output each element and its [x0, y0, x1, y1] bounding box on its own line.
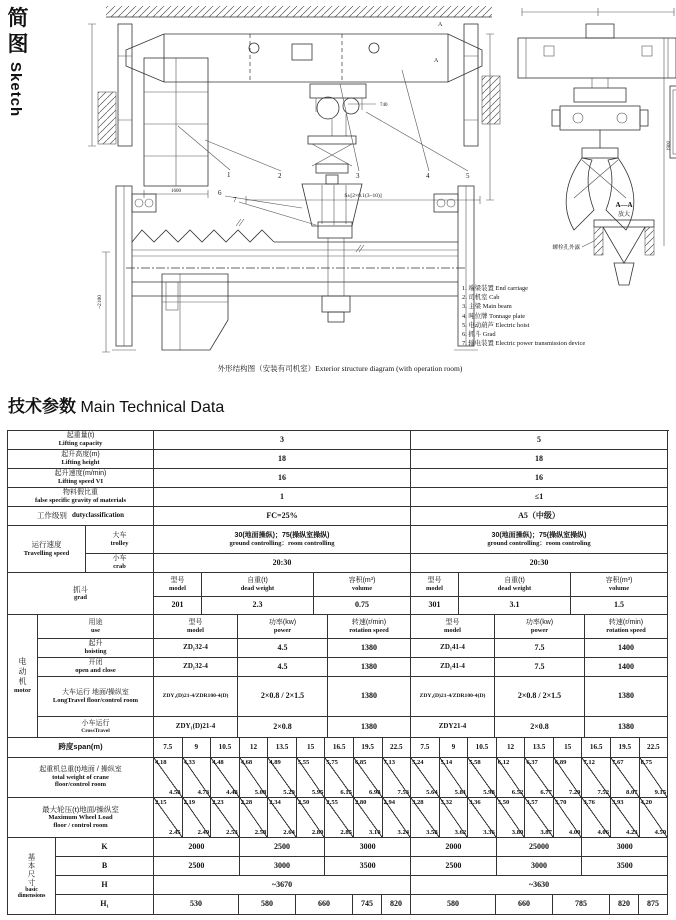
label-zh: 抓斗: [73, 584, 88, 594]
dim-B-value: 3500: [582, 857, 668, 876]
label-en: rotation speed: [606, 626, 646, 634]
label-zh: 最大轮压(t)地面/操纵室: [42, 805, 119, 815]
wheel-cell: 3.28 3.58: [412, 799, 438, 836]
label-en: dimensions: [17, 893, 46, 899]
heading-zh: 技术参数: [8, 397, 76, 416]
span-value: 12: [240, 738, 269, 758]
table-row: [8, 488, 669, 507]
bolt-note: 螺栓孔外露: [552, 245, 580, 251]
label-zh: 大车运行 地面/操纵室: [62, 688, 129, 696]
label-en: model: [426, 584, 443, 592]
label-en: trolley: [110, 539, 129, 547]
weight-cell: 8.75 9.15: [640, 759, 667, 796]
span-value: 13.5: [525, 738, 554, 758]
dim-label-H1: H₁: [56, 895, 154, 915]
label-zh: 起重量(t): [66, 432, 95, 440]
dim-span-note: S±[2×0.1(3~10)]: [344, 193, 382, 199]
label-zh: 起重机总重(t)地面 / 操纵室: [39, 766, 122, 774]
weight-cell: 4.18 4.58: [155, 759, 181, 796]
total-weight-row: [8, 758, 669, 798]
label-zh: 转速(r/min): [608, 618, 644, 626]
label-en: model: [169, 584, 186, 592]
wheel-cell: 2.80 3.10: [354, 799, 381, 836]
label-en: Lifting capacity: [58, 440, 103, 448]
dim-H1-value: 660: [296, 895, 353, 915]
span-value: 9: [183, 738, 212, 758]
group-label-motor: [8, 615, 38, 738]
grab-header-model: [154, 573, 202, 597]
dim-K-value: 3000: [582, 838, 668, 857]
grab-header-model: [411, 573, 459, 597]
grab-value: 301: [411, 597, 459, 615]
label-en: use: [90, 626, 101, 634]
wheel-label: [8, 798, 154, 838]
label-zh: 大车: [112, 531, 127, 539]
motor-value: 1400: [585, 639, 668, 658]
label-zh: 物料假比重: [63, 489, 98, 497]
grab-header-weight: [459, 573, 571, 597]
label-zh: 自重(t): [504, 576, 525, 584]
wheel-cell: 2.50 2.80: [297, 799, 324, 836]
motor-value: 4.5: [238, 639, 328, 658]
grab-header-volume: [571, 573, 668, 597]
motor-value: ZDY₁(D)21-4: [154, 717, 238, 738]
motor-value: ZDY21-4: [411, 717, 495, 738]
label-zh: 转速(r/min): [351, 618, 387, 626]
weight-cell: 6.89 7.29: [554, 759, 581, 796]
value-5t: 16: [411, 469, 668, 488]
travelling-speed-group: [8, 526, 669, 573]
dim-H-value: ~3630: [411, 876, 668, 895]
grab-value: 3.1: [459, 597, 571, 615]
lower-elevation-view: [102, 186, 478, 352]
label-en: crab: [113, 563, 126, 571]
motor-value: 1380: [328, 717, 411, 738]
sketch-title-en: Sketch: [7, 62, 24, 118]
label-zh: 电动机: [18, 657, 27, 688]
weight-cell: 7.13 7.53: [383, 759, 410, 796]
label-zh: 型号: [170, 576, 185, 584]
section-aa-detail: [582, 220, 654, 285]
value-3t: 18: [154, 450, 411, 469]
weight-cell: 5.14 5.81: [440, 759, 467, 796]
weight-cell: 6.85 6.98: [354, 759, 381, 796]
motor-value: 1380: [328, 677, 411, 717]
label-en: total weight of crane: [52, 774, 109, 782]
label-en: CrossTravel: [81, 727, 110, 734]
motor-value: 7.5: [495, 639, 585, 658]
dim-2100: ~2100: [97, 295, 103, 309]
motor-header-power: [238, 615, 328, 639]
row-label: [8, 431, 154, 450]
grab-group: [8, 573, 669, 615]
label-en: floor/control room: [54, 781, 107, 789]
label-en: motor: [14, 687, 31, 695]
label-en: model: [444, 626, 461, 634]
dim-K-value: 2000: [411, 838, 497, 857]
label-en: basic: [25, 886, 38, 893]
dim-H1-value: 820: [610, 895, 639, 915]
motor-use-crosstravel: [38, 717, 154, 738]
table-row: [8, 450, 669, 469]
dim-1600: 1600: [171, 189, 181, 194]
dim-B-value: 2500: [411, 857, 497, 876]
dim-1900: 1900: [667, 141, 672, 151]
trolley-value-3t: [154, 526, 411, 554]
wheel-cell: 3.76 4.06: [583, 799, 609, 836]
label: 跨度span(m): [58, 742, 103, 752]
dim-K-value: 2500: [240, 838, 326, 857]
wheel-load-row: [8, 798, 669, 838]
dim-K-value: 25000: [497, 838, 583, 857]
section-marker-a: A: [438, 22, 443, 28]
label-en: rotation speed: [349, 626, 389, 634]
value-5t: ≤1: [411, 488, 668, 507]
dim-H1-value: 875: [639, 895, 668, 915]
value-3t: FC=25%: [154, 507, 411, 526]
motor-value: 7.5: [495, 658, 585, 677]
weight-cell: 4.48 4.48: [212, 759, 238, 796]
legend-item: 5. 电动葫芦 Electric hoist: [462, 321, 530, 329]
label-zh: 小车运行: [81, 720, 110, 727]
aa-zoom-label: 放大: [617, 212, 631, 218]
legend-item: 4. 吨位牌 Tonnage plate: [462, 312, 526, 320]
label-en: volume: [351, 584, 373, 592]
motor-header-use: [38, 615, 154, 639]
dim-label-K: K: [56, 838, 154, 857]
part-number: 3: [356, 172, 360, 180]
motor-value: 1380: [585, 717, 668, 738]
value-en: ground controlling：room controling: [487, 539, 591, 547]
span-label: [8, 738, 154, 758]
motor-value: ZD₁32-4: [154, 639, 238, 658]
value-5t: A5（中级）: [411, 507, 668, 526]
legend-item: 6. 抓斗 Grad: [462, 331, 496, 339]
motor-header-speed: [328, 615, 411, 639]
legend-item: 2. 司机室 Cab: [462, 294, 500, 302]
wheel-cell: 2.15 2.45: [155, 799, 181, 836]
value-zh: 30(地面操纵)；75(操纵室操纵): [491, 531, 587, 539]
label-en: grad: [74, 594, 87, 602]
label-zh: 运行速度: [31, 540, 62, 550]
label-en: dead weight: [497, 584, 532, 592]
label-en: LongTravel floor/control room: [52, 696, 139, 704]
row-label: [8, 450, 154, 469]
span-value: 15: [297, 738, 326, 758]
value-5t: 5: [411, 431, 668, 450]
wheel-cell: 2.34 2.64: [269, 799, 295, 836]
grab-value: 201: [154, 597, 202, 615]
label-zh: 工作级别: [36, 510, 67, 520]
technical-data-table: [7, 430, 669, 915]
row-label: [8, 469, 154, 488]
grab-header-volume: [314, 573, 411, 597]
sub-label-crab: [86, 554, 154, 573]
part-number: 6: [218, 189, 222, 197]
dim-H1-value: 580: [239, 895, 296, 915]
wheel-cell: 4.20 4.50: [640, 799, 667, 836]
wheel-cell: 3.93 4.23: [612, 799, 638, 836]
span-value: 16.5: [325, 738, 354, 758]
label-en: dutyclassification: [71, 511, 125, 520]
legend-item: 3. 主梁 Main beam: [462, 303, 512, 311]
trolley-value-5t: [411, 526, 668, 554]
dim-K-value: 2000: [154, 838, 240, 857]
dim-B-value: 3000: [497, 857, 583, 876]
label-zh: 自重(t): [247, 576, 268, 584]
label-en: open and close: [75, 667, 116, 675]
dim-B-value: 3000: [240, 857, 326, 876]
grab-value: 1.5: [571, 597, 668, 615]
part-number: 5: [466, 172, 470, 180]
basic-dimensions-group: [8, 838, 669, 915]
wheel-cell: 2.55 2.85: [326, 799, 352, 836]
crab-value-5t: 20:30: [411, 554, 668, 573]
dim-H-value: ~3670: [154, 876, 411, 895]
span-value: 13.5: [268, 738, 297, 758]
table-row: [8, 431, 669, 450]
label-zh: 型号: [445, 618, 460, 626]
wheel-cell: 2.28 2.58: [240, 799, 267, 836]
motor-value: 2×0.8 / 2×1.5: [238, 677, 328, 717]
crab-value-3t: 20:30: [154, 554, 411, 573]
label-en: Travelling speed: [23, 549, 70, 557]
dim-H1-value: 580: [411, 895, 496, 915]
motor-value: 2×0.8: [495, 717, 585, 738]
weight-cell: 7.67 8.07: [612, 759, 638, 796]
dim-H1-value: 820: [382, 895, 411, 915]
label-zh: 小车: [112, 555, 127, 563]
label-zh: 用途: [88, 618, 103, 626]
value-3t: 1: [154, 488, 411, 507]
part-number: 2: [278, 172, 282, 180]
motor-value: 1380: [328, 639, 411, 658]
label-zh: 起升: [88, 640, 103, 648]
legend-item: 1. 端梁装置 End carriage: [462, 285, 529, 292]
span-value: 10.5: [211, 738, 240, 758]
aa-section-label: A—A: [615, 201, 633, 209]
value-3t: 16: [154, 469, 411, 488]
label-zh: 容积(m³): [605, 576, 633, 584]
label-zh: 基本尺寸: [27, 852, 36, 887]
motor-value: 2×0.8: [238, 717, 328, 738]
motor-value: 2×0.8 / 2×1.5: [495, 677, 585, 717]
span-value: 22.5: [383, 738, 412, 758]
motor-use-longtravel: [38, 677, 154, 717]
label-en: dead weight: [240, 584, 275, 592]
part-number: 7: [233, 196, 237, 204]
label-en: power: [530, 626, 549, 634]
weight-cell: 5.75 6.15: [326, 759, 352, 796]
motor-header-model: [154, 615, 238, 639]
motor-value: 4.5: [238, 658, 328, 677]
label-en: volume: [608, 584, 630, 592]
dim-H1-value: 530: [154, 895, 239, 915]
label-en: model: [187, 626, 204, 634]
motor-header-model: [411, 615, 495, 639]
wheel-cell: 3.32 3.62: [440, 799, 467, 836]
label-en: Maximum Wheel Load: [48, 814, 113, 822]
table-row: [8, 507, 669, 526]
value-zh: 30(地面操纵)；75(操纵室操纵): [234, 531, 330, 539]
motor-header-speed: [585, 615, 668, 639]
dim-label-H: H: [56, 876, 154, 895]
label-en: false specific gravity of materials: [35, 497, 126, 505]
wheel-cell: 2.23 2.53: [212, 799, 238, 836]
motor-group: [8, 615, 669, 738]
span-value: 22.5: [640, 738, 669, 758]
sub-label-trolley: [86, 526, 154, 554]
section-marker-a: A: [434, 58, 439, 64]
label-en: floor / control room: [53, 821, 108, 829]
dim-H1-value: 785: [553, 895, 610, 915]
motor-value: ZD₁41-4: [411, 639, 495, 658]
part-number: 1: [227, 171, 231, 179]
label-en: Lifting height: [61, 459, 100, 467]
weight-cell: 5.24 5.64: [412, 759, 438, 796]
span-row: [8, 738, 669, 758]
row-label: [8, 507, 154, 526]
dim-H1-value: 745: [353, 895, 382, 915]
weight-cell: 6.12 6.52: [497, 759, 524, 796]
span-value: 7.5: [411, 738, 440, 758]
motor-use-openclose: [38, 658, 154, 677]
span-value: 16.5: [582, 738, 611, 758]
dim-B-value: 2500: [154, 857, 240, 876]
motor-value: ZD₁32-4: [154, 658, 238, 677]
span-value: 9: [440, 738, 469, 758]
dim-740: 740: [380, 103, 388, 108]
grab-header-weight: [202, 573, 314, 597]
weight-cell: 7.12 7.52: [583, 759, 609, 796]
label-zh: 型号: [427, 576, 442, 584]
wheel-cell: 2.94 3.24: [383, 799, 410, 836]
legend-item: 7. 输电装置 Electric power transmission device: [462, 340, 586, 348]
wheel-cell: 3.70 4.00: [554, 799, 581, 836]
dim-B-value: 3500: [325, 857, 411, 876]
label-zh: 容积(m³): [348, 576, 376, 584]
weight-cell: 4.89 5.29: [269, 759, 295, 796]
wheel-cell: 3.50 3.80: [497, 799, 524, 836]
wheel-cell: 2.19 2.49: [183, 799, 210, 836]
wheel-cell: 3.36 3.36: [469, 799, 495, 836]
parts-legend: [462, 284, 585, 348]
grab-value: 2.3: [202, 597, 314, 615]
dim-label-B: B: [56, 857, 154, 876]
span-value: 19.5: [611, 738, 640, 758]
motor-value: ZD₁41-4: [411, 658, 495, 677]
label-zh: 开闭: [88, 659, 103, 667]
figure-caption: 外形结构图（安装有司机室）Exterior structure diagram (with operation room): [217, 364, 463, 373]
section-heading: [8, 392, 224, 417]
motor-value: 1400: [585, 658, 668, 677]
label-zh: 功率(kw): [268, 618, 297, 626]
label-en: power: [273, 626, 292, 634]
group-label: [8, 573, 154, 615]
span-value: 19.5: [354, 738, 383, 758]
span-value: 12: [497, 738, 526, 758]
dim-H1-value: 660: [496, 895, 553, 915]
weight-cell: 6.37 6.77: [526, 759, 552, 796]
weight-cell: 4.33 4.73: [183, 759, 210, 796]
span-value: 15: [554, 738, 583, 758]
end-view: [518, 8, 676, 246]
motor-value: 1380: [585, 677, 668, 717]
group-label-basic: [8, 838, 56, 915]
table-row: [8, 469, 669, 488]
value-3t: 3: [154, 431, 411, 450]
span-value: 10.5: [468, 738, 497, 758]
upper-elevation-view: [88, 6, 500, 226]
wheel-cell: 3.57 3.87: [526, 799, 552, 836]
label-zh: 起升高度(m): [61, 451, 100, 459]
motor-value: ZDY₁(D)21-4/ZDR100-4(D): [411, 677, 495, 717]
label-zh: 型号: [188, 618, 203, 626]
drawing-labels: [97, 22, 672, 309]
span-value: 7.5: [154, 738, 183, 758]
value-en: ground controlling：room controlling: [229, 539, 335, 547]
part-number: 4: [426, 172, 430, 180]
label-zh: 功率(kw): [525, 618, 554, 626]
weight-cell: 4.68 5.08: [240, 759, 267, 796]
label-zh: 起升速度(m/min): [54, 470, 107, 478]
label-en: Lifting speed VI: [57, 478, 104, 486]
motor-header-power: [495, 615, 585, 639]
dim-K-value: 3000: [325, 838, 411, 857]
sketch-title-zh: 简图: [7, 7, 29, 56]
group-label: [8, 526, 86, 573]
row-label: [8, 488, 154, 507]
weight-cell: 5.58 5.98: [469, 759, 495, 796]
grab-value: 0.75: [314, 597, 411, 615]
heading-en: Main Technical Data: [76, 399, 225, 416]
motor-use-hoisting: [38, 639, 154, 658]
label-en: hoisting: [84, 648, 107, 656]
weight-label: [8, 758, 154, 798]
motor-value: 1380: [328, 658, 411, 677]
weight-cell: 5.55 5.95: [297, 759, 324, 796]
leader-lines: [178, 70, 468, 225]
value-5t: 18: [411, 450, 668, 469]
motor-value: ZDY₁(D)21-4/ZDR100-4(D): [154, 677, 238, 717]
